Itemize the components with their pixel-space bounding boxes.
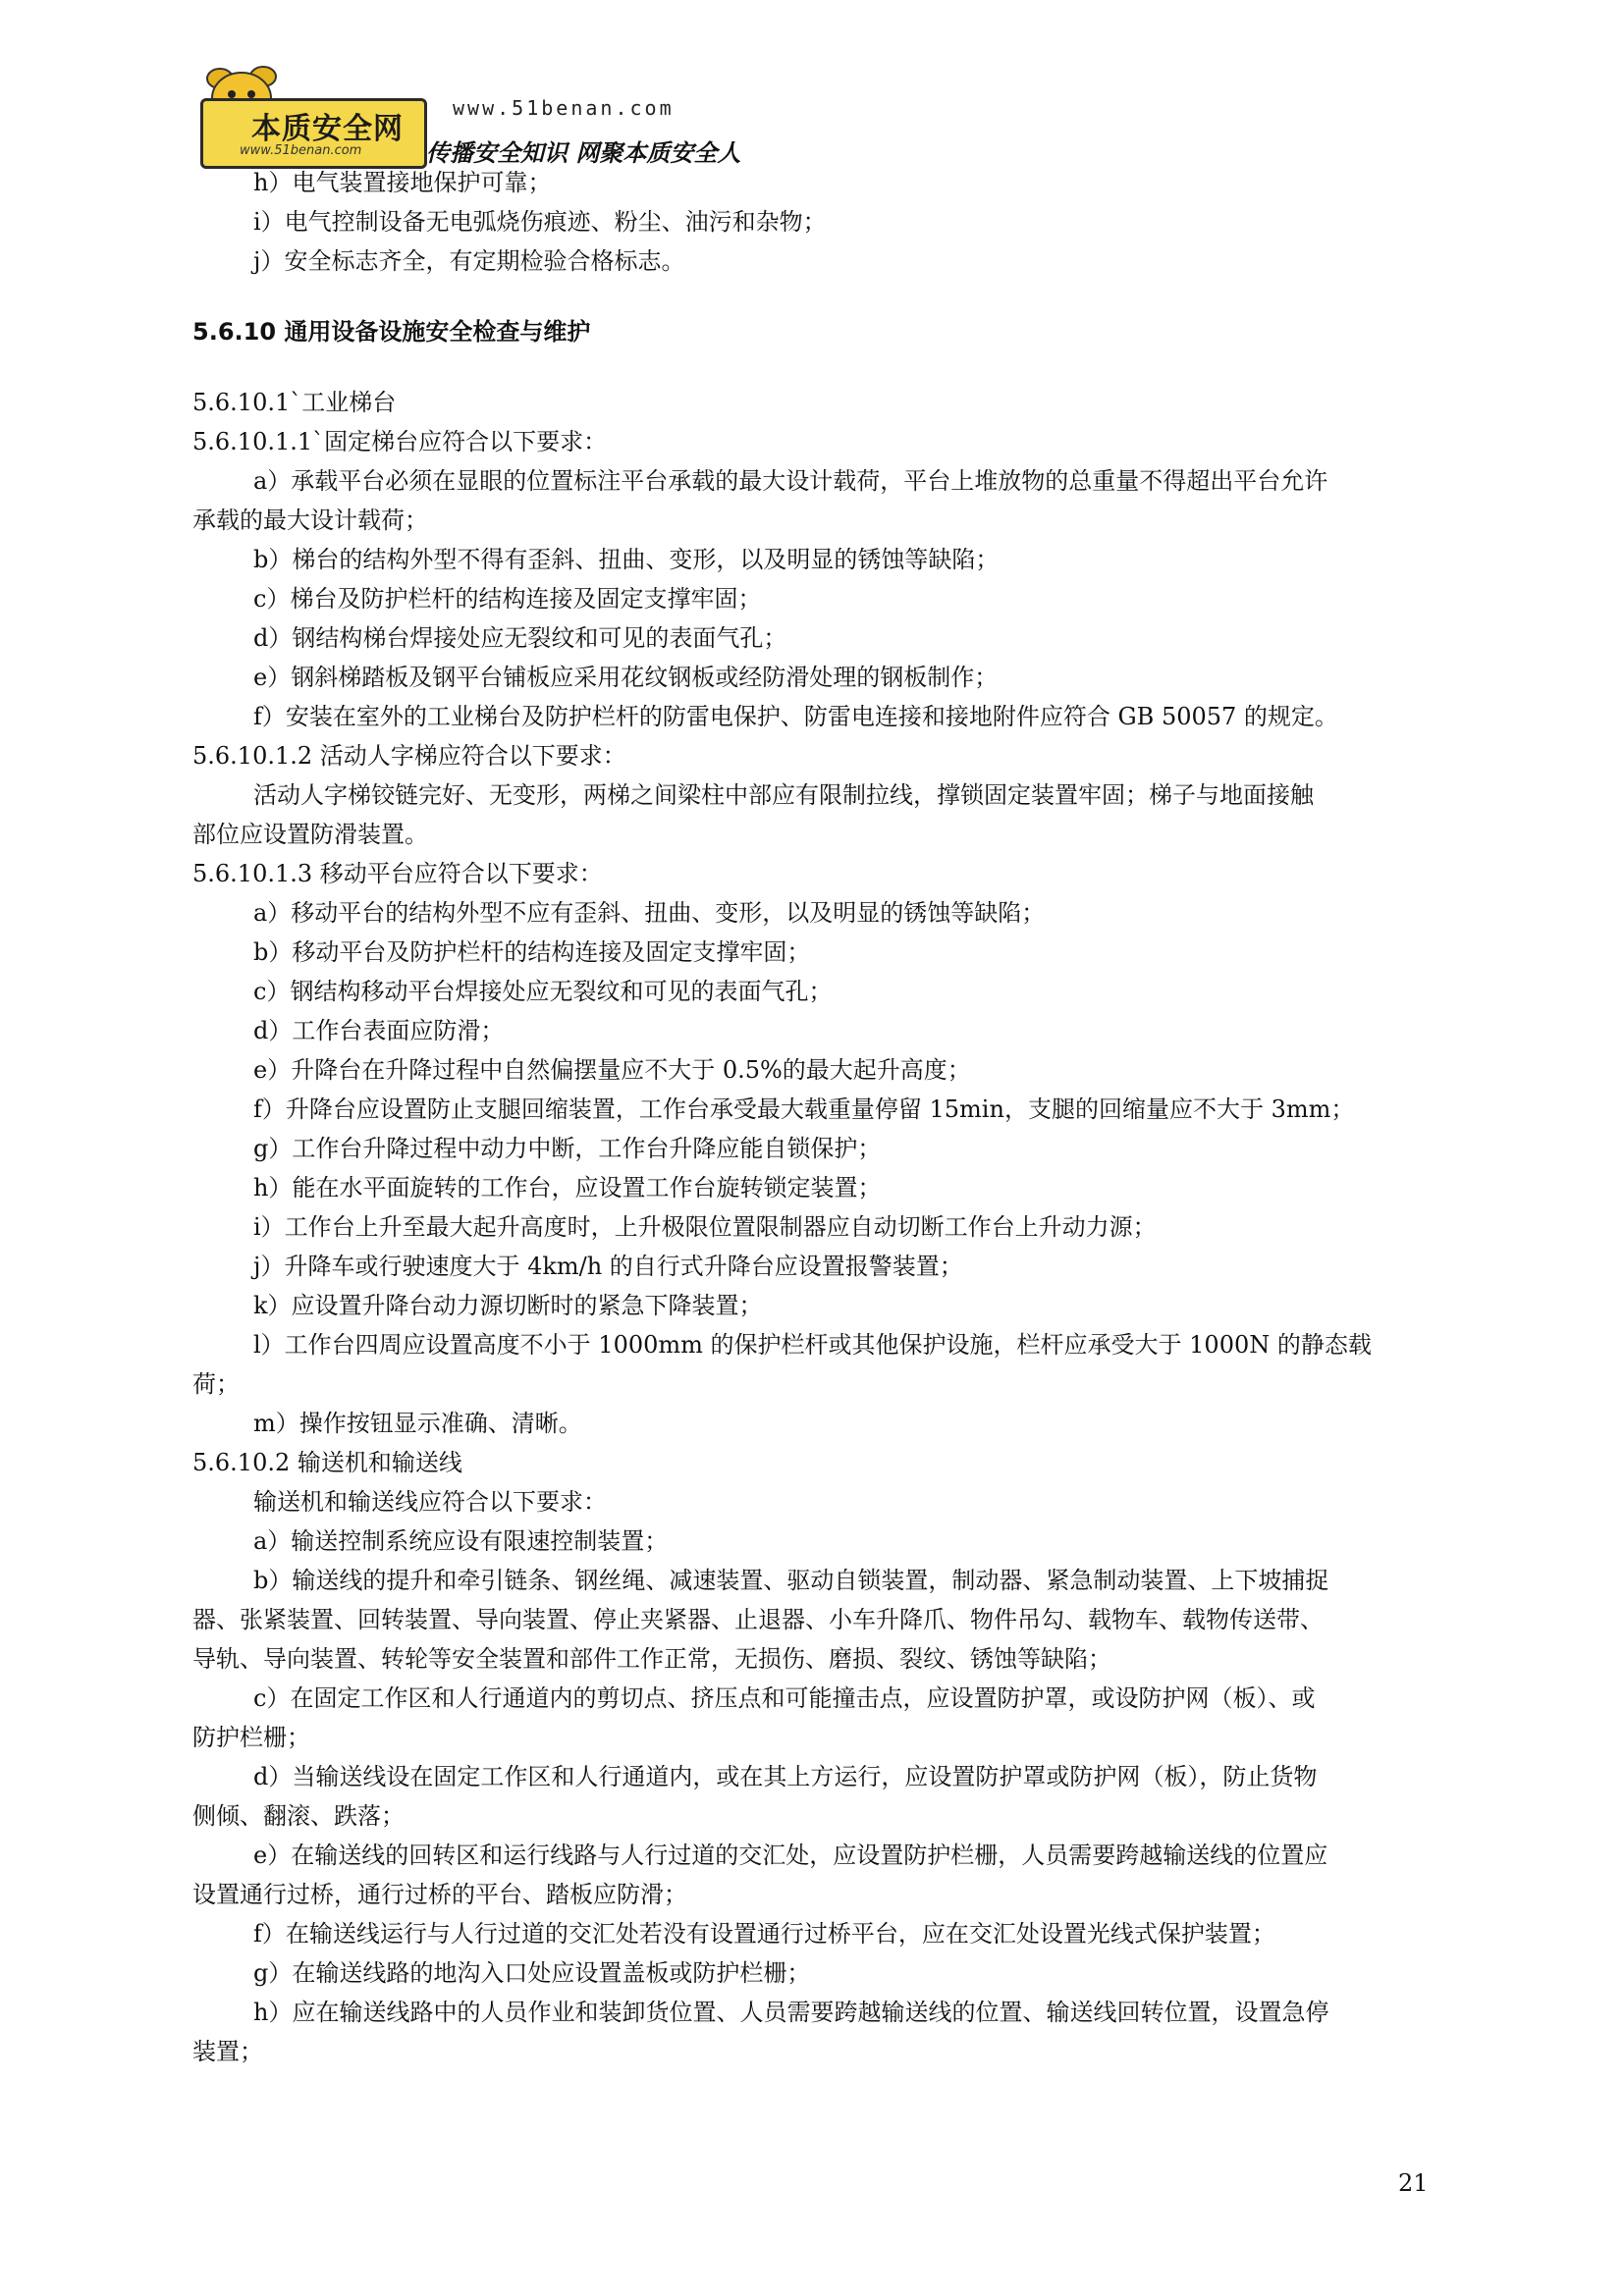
list-item-continuation: 设置通行过桥，通行过桥的平台、踏板应防滑； <box>192 1881 687 1908</box>
list-item: h）应在输送线路中的人员作业和装卸货位置、人员需要跨越输送线的位置、输送线回转位置，设置急停 <box>253 1999 1329 2026</box>
list-item-continuation: 器、张紧装置、回转装置、导向装置、停止夹紧器、止退器、小车升降爪、物件吊勾、载物车、载物传送带、 <box>192 1606 1324 1633</box>
list-item: e）在输送线的回转区和运行线路与人行过道的交汇处，应设置防护栏栅，人员需要跨越输送线的位置应 <box>253 1842 1328 1869</box>
page-number: 21 <box>1398 2169 1429 2197</box>
paragraph-continuation: 部位应设置防滑装置。 <box>192 821 428 848</box>
list-item-continuation: 防护栏栅； <box>192 1724 310 1751</box>
list-item: f）在输送线运行与人行过道的交汇处若没有设置通行过桥平台，应在交汇处设置光线式保护装置； <box>253 1920 1275 1948</box>
list-item: g）工作台升降过程中动力中断，工作台升降应能自锁保护； <box>253 1135 882 1162</box>
list-item: l）工作台四周应设置高度不小于 1000mm 的保护栏杆或其他保护设施，栏杆应承受大于 1000N 的静态载 <box>253 1331 1372 1359</box>
list-item: b）梯台的结构外型不得有歪斜、扭曲、变形，以及明显的锈蚀等缺陷； <box>253 546 1000 573</box>
section-heading: 5.6.10 通用设备设施安全检查与维护 <box>192 318 591 346</box>
paragraph: 活动人字梯铰链完好、无变形，两梯之间梁柱中部应有限制拉线，撑锁固定装置牢固；梯子与地面接触 <box>253 781 1314 809</box>
list-item: c）钢结构移动平台焊接处应无裂纹和可见的表面气孔； <box>253 978 833 1005</box>
list-item: a）承载平台必须在显眼的位置标注平台承载的最大设计载荷，平台上堆放物的总重量不得超出平台允许 <box>253 467 1328 495</box>
list-item: f）升降台应设置防止支腿回缩装置，工作台承受最大载重量停留 15min，支腿的回缩量应不大于 3mm； <box>253 1095 1355 1123</box>
clause-heading: 5.6.10.1.1`固定梯台应符合以下要求： <box>192 428 608 455</box>
list-item: b）输送线的提升和牵引链条、钢丝绳、减速装置、驱动自锁装置，制动器、紧急制动装置、上下坡捕捉 <box>253 1567 1329 1594</box>
list-item: e）钢斜梯踏板及钢平台铺板应采用花纹钢板或经防滑处理的钢板制作； <box>253 664 999 691</box>
list-item-continuation: 侧倾、翻滚、跌落； <box>192 1802 405 1830</box>
clause-heading: 5.6.10.1.3 移动平台应符合以下要求： <box>192 860 603 887</box>
subsection-heading: 5.6.10.2 输送机和输送线 <box>192 1449 462 1476</box>
list-item: i）工作台上升至最大起升高度时，上升极限位置限制器应自动切断工作台上升动力源； <box>253 1213 1157 1241</box>
subsection-heading: 5.6.10.1`工业梯台 <box>192 389 397 416</box>
page-header <box>192 59 939 167</box>
list-item: d）钢结构梯台焊接处应无裂纹和可见的表面气孔； <box>253 624 787 652</box>
list-item: d）工作台表面应防滑； <box>253 1017 505 1044</box>
clause-heading: 5.6.10.1.2 活动人字梯应符合以下要求： <box>192 742 626 770</box>
site-slogan: 传播安全知识 网聚本质安全人 <box>426 139 741 167</box>
list-item: c）梯台及防护栏杆的结构连接及固定支撑牢固； <box>253 585 762 613</box>
list-item: f）安装在室外的工业梯台及防护栏杆的防雷电保护、防雷电连接和接地附件应符合 GB 50057 的规定。 <box>253 703 1338 730</box>
list-item: e）升降台在升降过程中自然偏摆量应不大于 0.5%的最大起升高度； <box>253 1056 971 1084</box>
list-item-continuation: 承载的最大设计载荷； <box>192 507 428 534</box>
list-item: c）在固定工作区和人行通道内的剪切点、挤压点和可能撞击点，应设置防护罩，或设防护网（板）、或 <box>253 1684 1316 1712</box>
list-item: b）移动平台及防护栏杆的结构连接及固定支撑牢固； <box>253 938 811 966</box>
list-item: j）安全标志齐全，有定期检验合格标志。 <box>253 247 685 275</box>
list-item: h）能在水平面旋转的工作台，应设置工作台旋转锁定装置； <box>253 1174 882 1201</box>
paragraph: 输送机和输送线应符合以下要求： <box>253 1488 607 1516</box>
list-item: j）升降车或行驶速度大于 4km/h 的自行式升降台应设置报警装置； <box>253 1253 963 1280</box>
list-item: a）输送控制系统应设有限速控制装置； <box>253 1527 669 1555</box>
site-logo <box>192 59 424 167</box>
logo-title: 本质安全网 <box>251 112 404 146</box>
list-item: g）在输送线路的地沟入口处应设置盖板或防护栏栅； <box>253 1959 811 1987</box>
list-item-continuation: 荷； <box>192 1370 240 1398</box>
list-item: k）应设置升降台动力源切断时的紧急下降装置； <box>253 1292 763 1319</box>
logo-url: www.51benan.com <box>240 143 362 158</box>
list-item-continuation: 装置； <box>192 2038 263 2065</box>
list-item: i）电气控制设备无电弧烧伤痕迹、粉尘、油污和杂物； <box>253 208 827 236</box>
site-url[interactable]: www.51benan.com <box>453 96 675 120</box>
list-item-continuation: 导轨、导向装置、转轮等安全装置和部件工作正常，无损伤、磨损、裂纹、锈蚀等缺陷； <box>192 1645 1111 1673</box>
list-item: d）当输送线设在固定工作区和人行通道内，或在其上方运行，应设置防护罩或防护网（板），防止货物 <box>253 1763 1318 1790</box>
list-item: m）操作按钮显示准确、清晰。 <box>253 1410 582 1437</box>
list-item: h）电气装置接地保护可靠； <box>253 169 552 196</box>
list-item: a）移动平台的结构外型不应有歪斜、扭曲、变形，以及明显的锈蚀等缺陷； <box>253 899 1046 927</box>
